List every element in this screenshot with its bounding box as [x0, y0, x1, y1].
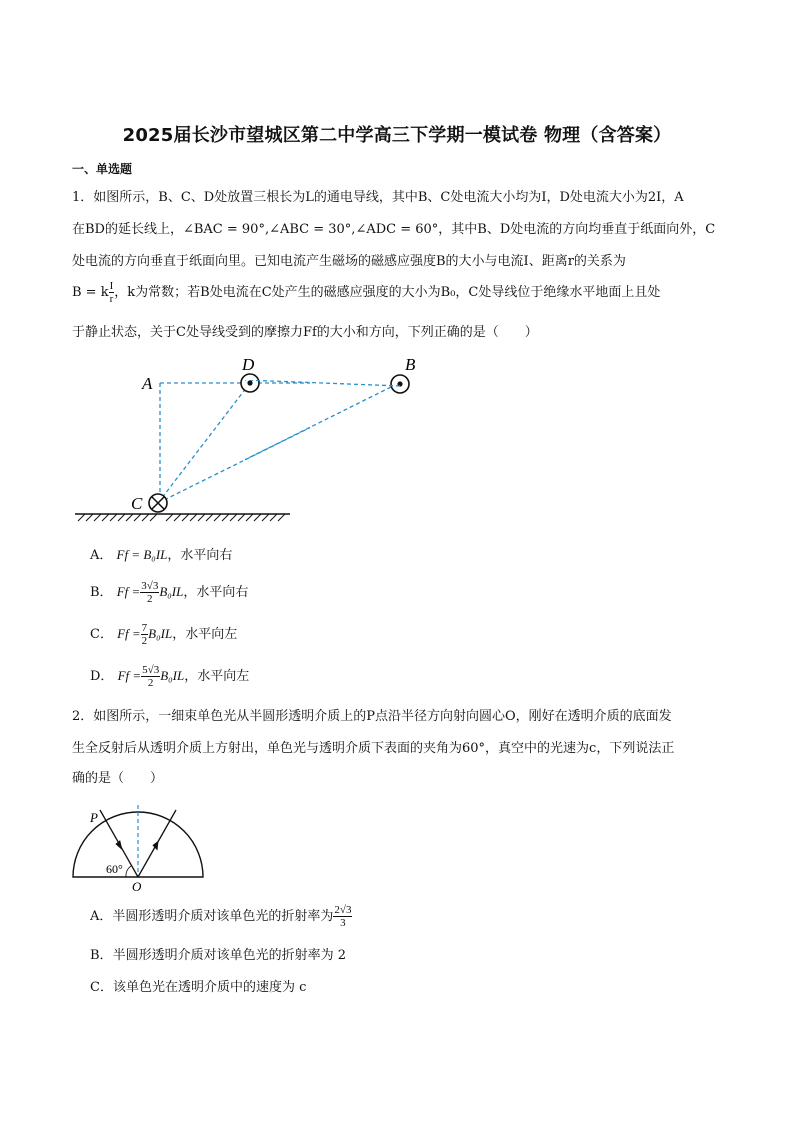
q1-line-4 [72, 280, 660, 305]
label-p: P [90, 810, 98, 825]
angle-arc [126, 866, 131, 877]
option-fraction [141, 664, 160, 689]
q1-line-2: 在BD的延长线上，∠BAC = 90°,∠ABC = 30°,∠ADC = 60°，其中B、D处电流的方向均垂直于纸面向外，C [72, 222, 716, 237]
fraction-denominator: 2 [141, 635, 148, 647]
label-c: C [131, 494, 143, 513]
q1-line-4-rest: ，k为常数；若B处电流在C处产生的磁感应强度的大小为B₀，C处导线位于绝缘水平地面上且处 [114, 285, 661, 300]
option-direction: ，水平向右 [183, 585, 249, 600]
option-direction: ，水平向左 [184, 669, 250, 684]
q1-option-a[interactable] [90, 544, 232, 563]
line-cd [158, 383, 250, 503]
page-title: 2025届长沙市望城区第二中学高三下学期一模试卷 物理（含答案） [122, 125, 672, 146]
option-formula-post: B₀IL [148, 626, 173, 641]
option-text: 半圆形透明介质对该单色光的折射率为 [112, 909, 334, 924]
option-direction: ，水平向左 [172, 627, 238, 642]
fraction-numerator: 5√3 [142, 664, 160, 676]
label-a: A [142, 374, 153, 393]
incident-arrow [115, 840, 125, 852]
q2-line-2: 生全反射后从透明介质上方射出，单色光与透明介质下表面的夹角为60°，真空中的光速为c，下列说法正 [72, 741, 675, 756]
option-formula-post: B₀IL [160, 668, 185, 683]
fraction-denominator: 3 [340, 917, 346, 929]
q2-figure [68, 800, 208, 895]
fraction-denominator: r [109, 293, 114, 305]
option-text: 半圆形透明介质对该单色光的折射率为 2 [112, 948, 346, 963]
line-bc [245, 387, 391, 502]
q1-option-c[interactable] [90, 622, 237, 647]
q2-line-3: 确的是（ ） [72, 771, 164, 786]
label-b: B [405, 355, 416, 374]
section-heading: 一、单选题 [72, 162, 133, 176]
label-60-degrees: 60° [106, 862, 123, 876]
option-text: 该单色光在透明介质中的速度为 c [112, 980, 307, 995]
label-o: O [132, 879, 142, 894]
option-label: B． [90, 948, 113, 963]
fraction-numerator: I [109, 280, 114, 292]
option-formula: Ff = B₀IL [116, 547, 168, 562]
line-db [245, 380, 400, 386]
option-label: B． [90, 585, 113, 600]
option-fraction [140, 580, 159, 605]
q2-option-a[interactable] [90, 904, 352, 929]
option-label: C． [90, 980, 113, 995]
option-label: A． [90, 909, 113, 924]
formula-b-eq-k: B = k [72, 285, 109, 300]
q2-option-b[interactable] [90, 944, 346, 963]
option-fraction [333, 904, 352, 929]
option-formula-pre: Ff = [116, 584, 141, 599]
option-label: A． [90, 548, 113, 563]
fraction-denominator: 2 [147, 593, 153, 605]
q2-line-1: 2．如图所示，一细束单色光从半圆形透明介质上的P点沿半径方向射向圆心O，刚好在透明介质的底面发 [72, 709, 672, 724]
option-formula-post: B₀IL [159, 584, 184, 599]
option-label: D． [90, 669, 114, 684]
option-formula-pre: Ff = [117, 626, 141, 641]
q1-line-1: 1．如图所示，B、C、D处放置三根长为L的通电导线，其中B、C处电流大小均为I，D处电流大小为2I，A [72, 190, 684, 205]
fraction-denominator: 2 [147, 677, 154, 689]
fraction-numerator: 7 [141, 622, 148, 634]
q2-option-c[interactable] [90, 976, 306, 995]
ground-hatch [78, 514, 285, 521]
fraction-numerator: 2√3 [334, 904, 352, 916]
option-label: C． [90, 627, 113, 642]
current-into-page-c [149, 494, 167, 512]
reflected-arrow [151, 839, 162, 850]
fraction-numerator: 3√3 [141, 580, 159, 592]
q1-line-5: 于静止状态，关于C处导线受到的摩擦力Ff的大小和方向，下列正确的是（ ） [72, 325, 538, 340]
q1-figure-cb-extension [245, 380, 405, 510]
q1-option-d[interactable] [90, 664, 249, 689]
label-d: D [242, 355, 255, 374]
option-direction: ，水平向右 [167, 548, 233, 563]
q1-line-3: 处电流的方向垂直于纸面向里。已知电流产生磁场的磁感应强度B的大小与电流I、距离r的关系为 [72, 254, 626, 269]
q1-option-b[interactable] [90, 580, 248, 605]
option-formula-pre: Ff = [117, 668, 142, 683]
